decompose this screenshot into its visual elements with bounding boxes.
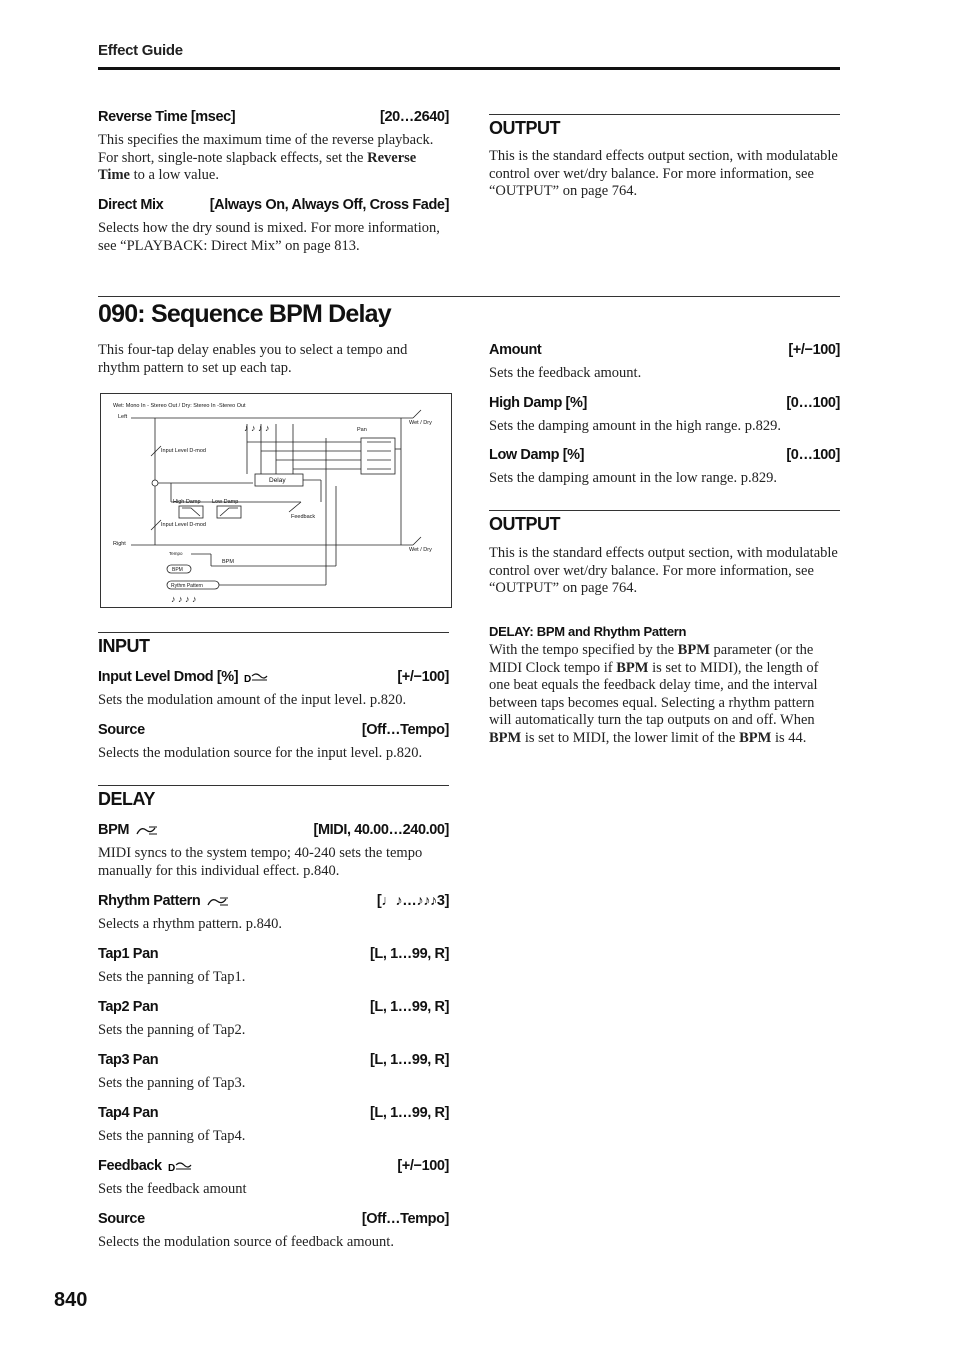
param-high-damp: [489, 395, 840, 436]
param-desc: Selects the modulation source for the input level. p.820.: [98, 745, 423, 761]
svg-text:D: D: [167, 1162, 175, 1172]
param-name: Low Damp [%]: [489, 447, 585, 463]
param-name: Tap2 Pan: [98, 999, 159, 1015]
param-range: [L, 1…99, R]: [370, 1105, 449, 1121]
param-range: [Always On, Always Off, Cross Fade]: [209, 197, 449, 213]
param-desc: Sets the panning of Tap3.: [98, 1075, 246, 1091]
page-number: 840: [54, 1289, 88, 1311]
param-name: BPM: [98, 822, 130, 838]
param-desc: Sets the panning of Tap4.: [98, 1128, 246, 1144]
param-desc: Sets the panning of Tap2.: [98, 1022, 246, 1038]
output-desc-top: This is the standard effects output section, with modulatable control over wet/dry balance. For more information, see “OUTPUT” on page 764.: [489, 148, 838, 200]
diagram-input-level-1: Input Level D-mod: [161, 448, 206, 454]
param-range: [+/−100]: [788, 342, 840, 358]
param-range: [MIDI, 40.00…240.00]: [313, 822, 449, 838]
param-desc: Selects the modulation source of feedback amount.: [98, 1234, 394, 1250]
param-name: Direct Mix: [98, 197, 164, 213]
param-range: [L, 1…99, R]: [370, 946, 449, 962]
param-name: Reverse Time [msec]: [98, 109, 236, 125]
param-range: [0…100]: [786, 395, 840, 411]
param-name: Source: [98, 1211, 145, 1227]
dmod-icon: [244, 672, 268, 683]
output-desc: This is the standard effects output section, with modulatable control over wet/dry balance. For more information, see “OUTPUT” on page 764.: [489, 545, 838, 597]
param-direct-mix: [98, 197, 449, 255]
param-range: [20…2640]: [380, 109, 449, 125]
bpm-note-body: With the tempo specified by the BPM parameter (or the MIDI Clock tempo if BPM is set to MIDI), the length of one beat equals the feedback delay time, and the interval between taps becomes equal. Selecting a rhythm pattern will automatically turn the tap outputs on and off. When BPM is set to MIDI, the lower limit of the BPM is 44.: [489, 642, 819, 746]
param-desc: Sets the damping amount in the low range. p.829.: [489, 470, 777, 486]
param-range: [L, 1…99, R]: [370, 999, 449, 1015]
param-range: [+/−100]: [397, 669, 449, 685]
section-heading-output-top: OUTPUT: [489, 118, 560, 138]
param-name: Source: [98, 722, 145, 738]
section-rule: [98, 632, 449, 633]
diagram-high-damp: High Damp: [173, 499, 201, 505]
param-name: Tap4 Pan: [98, 1105, 159, 1121]
diagram-bpm-box: BPM: [172, 567, 183, 573]
param-desc: Sets the panning of Tap1.: [98, 969, 246, 985]
param-name: Tap1 Pan: [98, 946, 159, 962]
param-range: [0…100]: [786, 447, 840, 463]
effect-intro: This four-tap delay enables you to select a tempo and rhythm pattern to set up each tap.: [98, 342, 408, 376]
svg-text:D: D: [244, 673, 252, 683]
section-heading-input: INPUT: [98, 636, 150, 656]
param-range: [Off…Tempo]: [361, 1211, 449, 1227]
section-heading-output: OUTPUT: [489, 514, 560, 534]
param-desc: This specifies the maximum time of the reverse playback. For short, single-note slapback effects, set the Reverse Time to a low value.: [98, 132, 434, 184]
diagram-wet-dry-top: Wet / Dry: [409, 420, 432, 426]
param-bpm: [98, 822, 449, 880]
param-range: [♩♪…♪♪♪3]: [376, 893, 449, 909]
section-rule: [489, 114, 840, 115]
param-desc: Selects a rhythm pattern. p.840.: [98, 916, 283, 932]
note-icon: ♪ ♪ ♪ ♪: [171, 594, 197, 604]
param-name: Rhythm Pattern: [98, 893, 201, 909]
param-desc: Selects how the dry sound is mixed. For more information, see “PLAYBACK: Direct Mix” on page 813.: [98, 220, 440, 254]
param-range: [+/−100]: [397, 1158, 449, 1174]
diagram-low-damp: Low Damp: [212, 499, 239, 505]
diagram-top-label: Wet: Mono In - Stereo Out / Dry: Stereo In -Stereo Out: [113, 403, 246, 409]
effect-title: 090: Sequence BPM Delay: [98, 300, 391, 328]
param-name: Amount: [489, 342, 542, 358]
param-tap1-pan: [98, 946, 449, 987]
param-name: Input Level Dmod [%]: [98, 669, 239, 685]
param-name: Tap3 Pan: [98, 1052, 159, 1068]
param-desc: Sets the feedback amount: [98, 1181, 247, 1197]
diagram-feedback: Feedback: [291, 514, 316, 520]
param-feedback: [98, 1158, 449, 1199]
param-source-input: [98, 722, 449, 763]
running-header: Effect Guide: [98, 42, 183, 59]
param-amount: [489, 342, 840, 383]
param-desc: Sets the damping amount in the high range. p.829.: [489, 418, 781, 434]
tempo-sync-icon: [206, 896, 230, 907]
block-diagram: [100, 393, 452, 608]
diagram-wet-dry-bottom: Wet / Dry: [409, 547, 432, 553]
section-rule: [98, 785, 449, 786]
diagram-bpm-label: BPM: [222, 559, 234, 565]
dmod-icon: [168, 1161, 192, 1172]
param-rhythm-pattern: [98, 893, 449, 934]
diagram-pan: Pan: [357, 427, 367, 433]
header-rule: [98, 67, 840, 70]
param-reverse-time: [98, 109, 449, 185]
diagram-left: Left: [118, 414, 128, 420]
diagram-rhythm-box: Rythm Pattern: [171, 583, 203, 589]
param-tap4-pan: [98, 1105, 449, 1146]
note-icon: ♪ ♪ ♪ ♪: [244, 423, 270, 433]
param-desc: Sets the feedback amount.: [489, 365, 642, 381]
param-source-feedback: [98, 1211, 449, 1252]
diagram-right: Right: [113, 541, 126, 547]
section-rule: [489, 510, 840, 511]
param-range: [L, 1…99, R]: [370, 1052, 449, 1068]
param-range: [Off…Tempo]: [361, 722, 449, 738]
param-input-level-dmod: [98, 669, 449, 710]
bpm-note-heading: DELAY: BPM and Rhythm Pattern: [489, 624, 687, 639]
param-tap2-pan: [98, 999, 449, 1040]
param-tap3-pan: [98, 1052, 449, 1093]
diagram-input-level-2: Input Level D-mod: [161, 522, 206, 528]
param-desc: Sets the modulation amount of the input level. p.820.: [98, 692, 407, 708]
param-name: High Damp [%]: [489, 395, 587, 411]
param-name: Feedback: [98, 1158, 162, 1174]
diagram-delay: Delay: [269, 477, 286, 484]
param-low-damp: [489, 447, 840, 488]
section-heading-delay: DELAY: [98, 789, 155, 809]
title-rule: [98, 296, 840, 297]
tempo-sync-icon: [135, 825, 159, 836]
param-desc: MIDI syncs to the system tempo; 40-240 sets the tempo manually for this individual effect. p.840.: [98, 845, 423, 879]
diagram-tempo: Tempo: [169, 551, 183, 556]
